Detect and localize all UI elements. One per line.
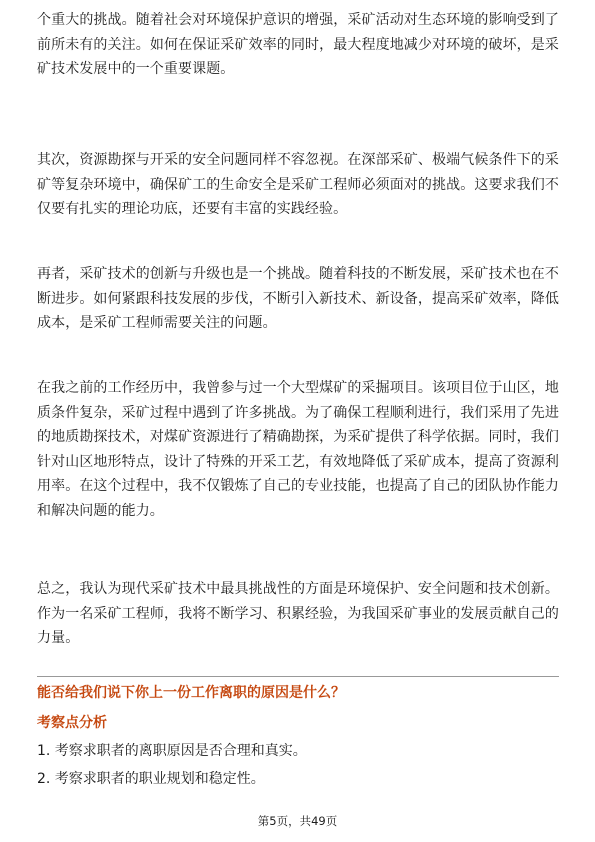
paragraph-environment-challenge: 个重大的挑战。随着社会对环境保护意识的增强，采矿活动对生态环境的影响受到了前所未有的关注。如何在保证采矿效率的同时，最大程度地减少对环境的破坏，是采矿技术发展中的一个重要课题。 (37, 12, 559, 77)
analysis-heading: 考察点分析 (37, 715, 107, 731)
paragraph-safety-challenge: 其次，资源勘探与开采的安全问题同样不容忽视。在深部采矿、极端气候条件下的采矿等复杂环境中，确保矿工的生命安全是采矿工程师必须面对的挑战。这要求我们不仅要有扎实的理论功底，还要有丰富的实践经验。 (37, 152, 559, 217)
paragraph-work-experience: 在我之前的工作经历中，我曾参与过一个大型煤矿的采掘项目。该项目位于山区，地质条件复杂，采矿过程中遇到了许多挑战。为了确保工程顺利进行，我们采用了先进的地质勘探技术，对煤矿资源进行了精确勘探，为采矿提供了科学依据。同时，我们针对山区地形特点，设计了特殊的开采工艺，有效地降低了采矿成本，提高了资源利用率。在这个过程中，我不仅锻炼了自己的专业技能，也提高了自己的团队协作能力和解决问题的能力。 (37, 380, 559, 519)
section-divider (37, 676, 559, 677)
interview-question: 能否给我们说下你上一份工作离职的原因是什么？ (37, 685, 345, 701)
analysis-point: 1. 考察求职者的离职原因是否合理和真实。 (37, 743, 307, 759)
analysis-point: 2. 考察求职者的职业规划和稳定性。 (37, 771, 265, 787)
paragraph-conclusion: 总之，我认为现代采矿技术中最具挑战性的方面是环境保护、安全问题和技术创新。作为一名采矿工程师，我将不断学习、积累经验，为我国采矿事业的发展贡献自己的力量。 (37, 581, 559, 646)
page-number: 第5页，共49页 (257, 814, 338, 828)
paragraph-innovation-challenge: 再者，采矿技术的创新与升级也是一个挑战。随着科技的不断发展，采矿技术也在不断进步。如何紧跟科技发展的步伐，不断引入新技术、新设备，提高采矿效率，降低成本，是采矿工程师需要关注的问题。 (37, 266, 559, 331)
